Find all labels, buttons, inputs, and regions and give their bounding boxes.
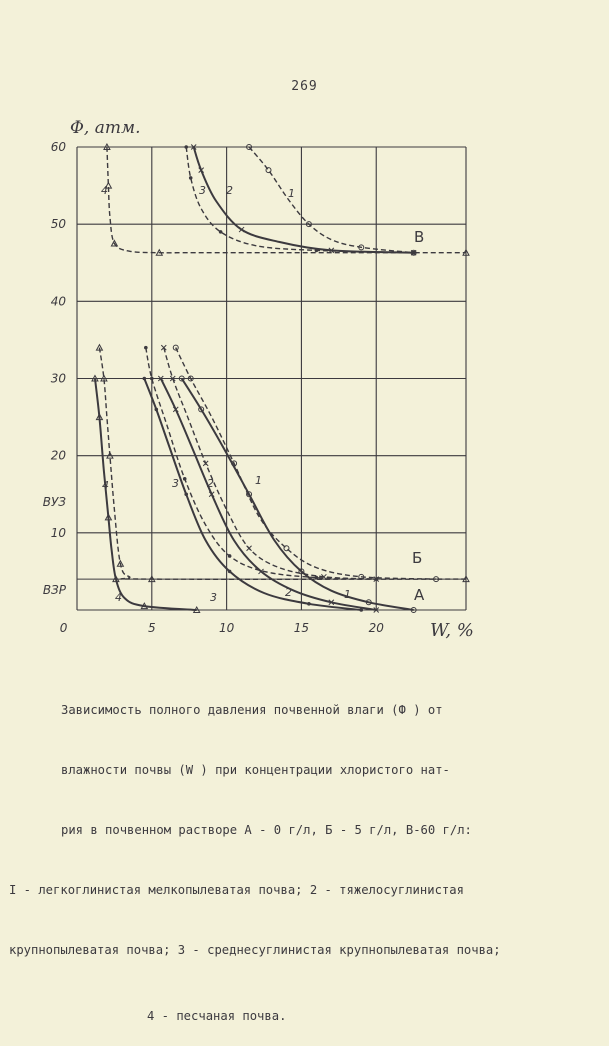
y-tick-label: 30 [50,371,66,386]
caption-line: Зависимость полного давления почвенной влаги (Ф ) от [61,703,443,717]
y-tick-label: 20 [50,448,66,463]
data-point [374,577,378,581]
y-tick-label: 40 [50,294,66,309]
data-point [359,608,363,612]
series-line-Б-2 [164,348,376,579]
x-tick-label: 5 [147,621,156,635]
y-axis-title: Φ, атм. [70,118,141,138]
series-group-label: Б [412,549,423,567]
y-tick-label: ВЗР [42,582,66,597]
x-tick-label: 0 [59,621,68,635]
y-tick-label: 10 [50,525,66,540]
data-point [247,546,252,551]
data-point [219,230,223,234]
curve-number-label: 2 [226,184,233,197]
data-point [144,346,148,350]
x-tick-label: 20 [368,621,384,635]
data-point [184,145,188,149]
caption-line: крупнопылеватая почва; 3 - среднесуглинистая крупнопылеватая почва; [9,943,501,957]
data-point [154,408,158,412]
page-number: 269 [291,79,318,94]
data-point [150,377,154,381]
curve-number-label: 2 [285,586,292,599]
caption-line: 4 - песчаная почва. [147,1009,287,1023]
curve-number-label: 1 [288,187,295,200]
data-point [266,168,271,173]
curve-number-label: 3 [210,591,217,604]
x-tick-label: 15 [293,621,310,635]
x-tick-label: 10 [218,621,235,635]
y-tick-label: ВУЗ [42,494,66,509]
data-point [184,492,188,496]
series-line-А-2 [161,379,376,611]
data-point [284,546,289,551]
data-point [315,249,319,253]
data-point [307,602,311,606]
series-line-А-4 [95,379,197,611]
curve-number-label: 3 [199,184,206,197]
curve-number-label: 3 [172,477,179,490]
series-line-А-1 [182,379,414,611]
y-tick-label: 60 [50,140,66,154]
curve-number-label: 4 [102,479,109,492]
data-point [412,251,416,255]
curve-number-label: 4 [101,184,108,197]
caption-line: рия в почвенном растворе А - 0 г/л, Б - 5 г/л, В-60 г/л: [61,823,472,837]
chart-grid [77,147,466,610]
series-line-Б-3 [146,348,376,579]
curve-number-label: 2 [207,477,214,490]
series-line-В-4 [107,147,466,253]
figure-caption [0,660,609,1046]
y-tick-label: 50 [50,217,66,232]
caption-line: I - легкоглинистая мелкопылеватая почва; 2 - тяжелосуглинистая [9,883,464,897]
curve-number-label: 4 [115,591,122,604]
curve-number-label: 1 [344,588,351,601]
chart-texts [43,118,474,641]
caption-line: влажности почвы (W ) при концентрации хлористого нат- [61,763,450,777]
data-point [315,576,319,580]
data-point [183,477,187,481]
x-axis-title: W, % [430,620,474,641]
series-line-Б-1 [176,348,436,579]
series-group-label: В [414,228,425,246]
curve-number-label: 1 [255,474,262,487]
data-point [189,176,193,180]
series-line-В-3 [186,147,413,253]
data-point [228,554,232,558]
series-group-label: А [414,586,425,604]
data-point [228,570,232,574]
data-point [143,377,147,381]
series-line-В-1 [249,147,414,253]
